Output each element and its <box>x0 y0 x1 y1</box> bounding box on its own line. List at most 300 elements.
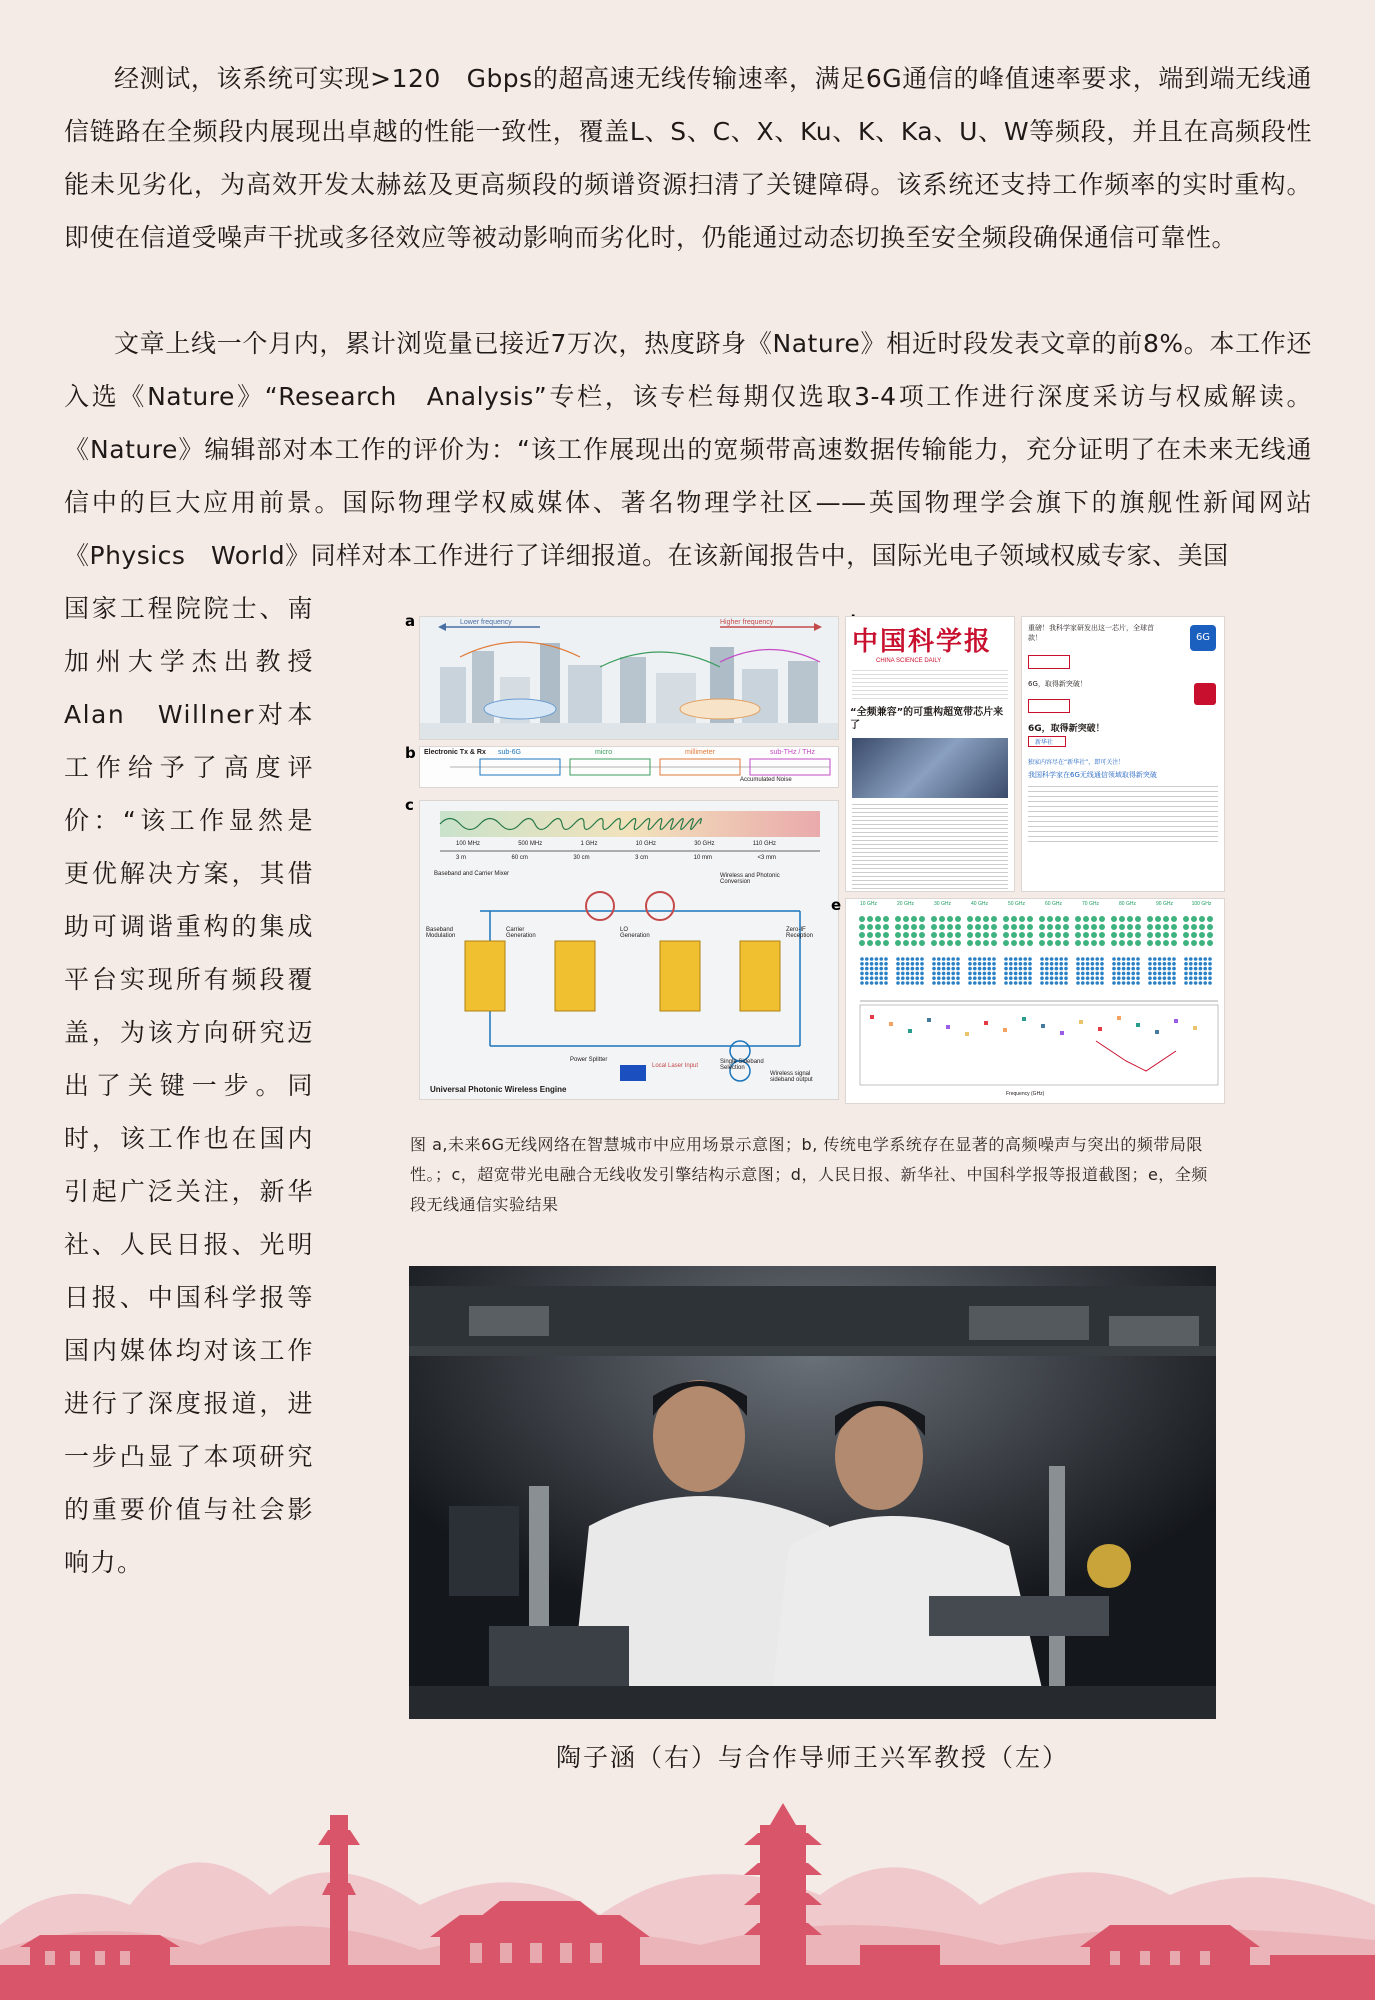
constellation-point <box>1155 940 1161 946</box>
label-wireless-conversion: Wireless and Photonic Conversion <box>720 873 780 885</box>
freq-label: 90 GHz <box>1156 901 1173 907</box>
constellation-point <box>1153 967 1157 971</box>
constellation-point <box>1194 976 1198 980</box>
photo-caption: 陶子涵（右）与合作导师王兴军教授（左） <box>555 1743 1069 1772</box>
constellation-point <box>1027 916 1033 922</box>
constellation-point <box>1023 962 1027 966</box>
constellation-point <box>983 940 989 946</box>
constellation-point <box>865 972 869 976</box>
panel-e-experiment-results <box>845 898 1225 1104</box>
constellation-point <box>1194 957 1198 961</box>
constellation-point <box>1189 981 1193 985</box>
constellation-point <box>884 981 888 985</box>
constellation-point <box>860 962 864 966</box>
constellation-point <box>875 972 879 976</box>
constellation-point <box>987 957 991 961</box>
constellation-point <box>1207 932 1213 938</box>
constellation-point <box>1147 940 1153 946</box>
constellation-point <box>1194 981 1198 985</box>
constellation-point <box>1004 957 1008 961</box>
constellation-point <box>860 967 864 971</box>
constellation-point <box>1040 976 1044 980</box>
constellation-point <box>865 957 869 961</box>
result-marker <box>1022 1017 1026 1021</box>
constellation-point <box>983 916 989 922</box>
constellation-point <box>883 932 889 938</box>
constellation-point <box>1167 972 1171 976</box>
result-marker <box>870 1015 874 1019</box>
constellation-point <box>1155 932 1161 938</box>
constellation-point <box>901 972 905 976</box>
constellation-point <box>1009 981 1013 985</box>
constellation-point <box>1028 967 1032 971</box>
constellation-point <box>906 962 910 966</box>
constellation-point <box>1086 962 1090 966</box>
constellation-point <box>879 972 883 976</box>
freq-tick: 100 MHz <box>456 841 481 847</box>
constellation-point <box>903 932 909 938</box>
constellation-point <box>1112 957 1116 961</box>
6g-icon: 6G <box>1190 625 1216 651</box>
newspaper-headline: “全频兼容”的可重构超宽带芯片来了 <box>850 707 1004 731</box>
constellation-point <box>1028 957 1032 961</box>
result-marker <box>1098 1027 1102 1031</box>
constellation-point <box>947 940 953 946</box>
constellation-point <box>1184 967 1188 971</box>
constellation-point <box>932 981 936 985</box>
freq-label: 10 GHz <box>860 901 877 907</box>
smart-city-illustration <box>420 617 839 740</box>
constellation-point <box>870 962 874 966</box>
constellation-point <box>895 940 901 946</box>
constellation-point <box>919 916 925 922</box>
constellation-point <box>911 932 917 938</box>
constellation-point <box>1199 924 1205 930</box>
constellation-point <box>951 967 955 971</box>
constellation-point <box>978 967 982 971</box>
constellation-point <box>983 981 987 985</box>
constellation-point <box>1117 976 1121 980</box>
constellation-point <box>915 967 919 971</box>
constellation-point <box>937 962 941 966</box>
constellation-point <box>1081 962 1085 966</box>
source-name: 新华社 <box>1028 736 1066 747</box>
constellation-point <box>867 940 873 946</box>
constellation-point <box>1184 972 1188 976</box>
constellation-point <box>875 962 879 966</box>
constellation-point <box>1208 976 1212 980</box>
constellation-point <box>1019 940 1025 946</box>
constellation-point <box>1045 976 1049 980</box>
constellation-point <box>1014 957 1018 961</box>
constellation-point <box>939 916 945 922</box>
constellation-point <box>978 957 982 961</box>
constellation-point <box>1199 957 1203 961</box>
constellation-point <box>1076 967 1080 971</box>
result-marker <box>1060 1031 1064 1035</box>
constellation-point <box>1099 932 1105 938</box>
constellation-point <box>991 916 997 922</box>
constellation-point <box>865 981 869 985</box>
constellation-point <box>1045 972 1049 976</box>
constellation-point <box>939 924 945 930</box>
constellation-point <box>992 962 996 966</box>
constellation-point <box>973 962 977 966</box>
constellation-point <box>931 916 937 922</box>
constellation-point <box>1155 924 1161 930</box>
constellation-point <box>865 967 869 971</box>
constellation-point <box>983 972 987 976</box>
constellation-point <box>939 940 945 946</box>
constellation-point <box>975 940 981 946</box>
constellation-point <box>991 940 997 946</box>
constellation-point <box>1127 967 1131 971</box>
constellation-point <box>1147 916 1153 922</box>
constellation-point <box>1131 967 1135 971</box>
constellation-point <box>875 967 879 971</box>
result-curve <box>1096 1041 1176 1071</box>
panel-d-newspaper <box>845 616 1015 892</box>
constellation-point <box>1081 972 1085 976</box>
constellation-point <box>1167 967 1171 971</box>
constellation-point <box>1171 924 1177 930</box>
constellation-point <box>1199 981 1203 985</box>
constellation-point <box>879 957 883 961</box>
constellation-point <box>1023 976 1027 980</box>
constellation-point <box>1076 981 1080 985</box>
freq-label: 80 GHz <box>1119 901 1136 907</box>
constellation-point <box>1039 916 1045 922</box>
constellation-point <box>1199 967 1203 971</box>
constellation-point <box>1171 916 1177 922</box>
constellation-point <box>911 924 917 930</box>
constellation-point <box>1047 940 1053 946</box>
constellation-point <box>1199 976 1203 980</box>
constellation-point <box>1189 976 1193 980</box>
constellation-point <box>870 981 874 985</box>
panel-c-photonic-engine <box>419 800 842 1100</box>
constellation-point <box>968 957 972 961</box>
constellation-point <box>875 981 879 985</box>
constellation-point <box>1148 972 1152 976</box>
constellation-point <box>968 962 972 966</box>
constellation-point <box>1028 962 1032 966</box>
constellation-point <box>884 957 888 961</box>
constellation-point <box>1009 976 1013 980</box>
social-post-3: 6G，取得新突破！ <box>1028 724 1105 734</box>
paragraph-evaluation: 国家工程院院士、南加州大学杰出教授Alan Willner对本工作给予了高度评价：“该工作显然是更优解决方案，其借助可调谐重构的集成平台实现所有频段覆盖，为该方向研究迈出了关键一步。同时，该工作也在国内引起广泛关注，新华社、人民日报、光明日报、中国科学报等国内媒体均对该工作进行了深度报道，进一步凸显了本项研究的重要价值与社会影响力。 <box>64 594 314 1577</box>
constellation-point <box>1004 967 1008 971</box>
constellation-point <box>947 962 951 966</box>
constellation-point <box>1155 916 1161 922</box>
constellation-point <box>1203 976 1207 980</box>
constellation-point <box>860 981 864 985</box>
constellation-point <box>911 972 915 976</box>
constellation-point <box>1009 972 1013 976</box>
constellation-point <box>860 972 864 976</box>
constellation-point <box>911 916 917 922</box>
constellation-point <box>942 962 946 966</box>
constellation-point <box>1091 962 1095 966</box>
result-marker <box>1136 1023 1140 1027</box>
constellation-point <box>973 967 977 971</box>
constellation-point <box>1004 981 1008 985</box>
constellation-point <box>1117 962 1121 966</box>
constellation-point <box>1014 976 1018 980</box>
constellation-point <box>1167 957 1171 961</box>
constellation-point <box>1091 976 1095 980</box>
freq-label: 100 GHz <box>1191 901 1212 907</box>
constellation-point <box>1040 962 1044 966</box>
constellation-point <box>1167 981 1171 985</box>
wave-tick: 10 mm <box>693 855 712 861</box>
result-marker <box>1155 1030 1159 1034</box>
wave-tick: 3 cm <box>635 855 649 861</box>
constellation-point <box>1050 967 1054 971</box>
constellation-point <box>1100 972 1104 976</box>
constellation-point <box>865 962 869 966</box>
constellation-point <box>937 976 941 980</box>
constellation-point <box>1117 981 1121 985</box>
constellation-point <box>901 976 905 980</box>
constellation-point <box>1127 957 1131 961</box>
constellation-point <box>1112 972 1116 976</box>
constellation-point <box>951 976 955 980</box>
constellation-point <box>1009 962 1013 966</box>
constellation-point <box>915 976 919 980</box>
constellation-point <box>1183 940 1189 946</box>
constellation-point <box>1040 972 1044 976</box>
constellation-point <box>1100 976 1104 980</box>
constellation-point <box>1119 924 1125 930</box>
constellation-point <box>1111 916 1117 922</box>
constellation-point <box>968 967 972 971</box>
constellation-point <box>1147 924 1153 930</box>
constellation-point <box>1050 972 1054 976</box>
constellation-point <box>1163 976 1167 980</box>
accumulated-noise-label: Accumulated Noise <box>740 777 792 783</box>
constellation-point <box>1055 957 1059 961</box>
constellation-point <box>1023 981 1027 985</box>
constellation-point <box>1203 972 1207 976</box>
constellation-point <box>1059 957 1063 961</box>
constellation-point <box>951 981 955 985</box>
label-zero-if: Zero-IF Reception <box>786 927 814 939</box>
constellation-point <box>1135 940 1141 946</box>
wave-tick: 3 m <box>456 855 467 861</box>
constellation-point <box>1191 932 1197 938</box>
constellation-point <box>932 957 936 961</box>
constellation-point <box>906 972 910 976</box>
constellation-point <box>1148 976 1152 980</box>
constellation-point <box>919 924 925 930</box>
constellation-point <box>1064 957 1068 961</box>
constellation-point <box>867 916 873 922</box>
constellation-point <box>937 972 941 976</box>
constellation-point <box>956 957 960 961</box>
constellation-point <box>947 981 951 985</box>
constellation-point <box>1086 981 1090 985</box>
constellation-point <box>1011 940 1017 946</box>
label-power-splitter: Power Splitter <box>570 1057 608 1063</box>
constellation-point <box>901 967 905 971</box>
constellation-point <box>915 972 919 976</box>
freq-label: 60 GHz <box>1045 901 1062 907</box>
label-local-laser: Local Laser Input <box>652 1063 699 1069</box>
constellation-point <box>1194 962 1198 966</box>
constellation-point <box>931 924 937 930</box>
constellation-point <box>1122 976 1126 980</box>
panel-b-electronic <box>419 746 839 788</box>
constellation-point <box>1039 924 1045 930</box>
constellation-point <box>992 976 996 980</box>
constellation-point <box>1059 967 1063 971</box>
constellation-point <box>1163 932 1169 938</box>
constellation-point <box>1095 972 1099 976</box>
constellation-point <box>1028 972 1032 976</box>
constellation-point <box>901 957 905 961</box>
constellation-point <box>1003 924 1009 930</box>
constellation-point <box>1091 940 1097 946</box>
constellation-point <box>1153 976 1157 980</box>
constellation-point <box>1189 962 1193 966</box>
constellation-point <box>956 976 960 980</box>
constellation-point <box>1112 976 1116 980</box>
constellation-point <box>955 940 961 946</box>
constellation-point <box>1148 962 1152 966</box>
constellation-point <box>1136 967 1140 971</box>
constellation-point <box>896 976 900 980</box>
constellation-point <box>975 932 981 938</box>
constellation-point <box>1112 967 1116 971</box>
constellation-point <box>1019 932 1025 938</box>
constellation-point <box>1163 916 1169 922</box>
constellation-point <box>911 976 915 980</box>
constellation-point <box>992 981 996 985</box>
constellation-point <box>1083 940 1089 946</box>
source-badge <box>1028 699 1070 713</box>
social-post-2: 6G，取得新突破！ <box>1028 680 1087 688</box>
constellation-point <box>1127 932 1133 938</box>
higher-frequency-label: Higher frequency <box>720 619 774 626</box>
result-marker <box>889 1022 893 1026</box>
constellation-point <box>978 962 982 966</box>
constellation-point <box>1028 976 1032 980</box>
constellation-point <box>968 976 972 980</box>
constellation-point <box>1172 957 1176 961</box>
constellation-point <box>1100 962 1104 966</box>
constellation-point <box>1095 957 1099 961</box>
constellation-point <box>1081 981 1085 985</box>
constellation-point <box>919 932 925 938</box>
constellation-point <box>1117 957 1121 961</box>
constellation-point <box>983 962 987 966</box>
constellation-point <box>911 962 915 966</box>
constellation-point <box>932 967 936 971</box>
constellation-point <box>1135 924 1141 930</box>
constellation-point <box>1184 981 1188 985</box>
constellation-point <box>1131 972 1135 976</box>
constellation-point <box>1064 962 1068 966</box>
constellation-point <box>883 924 889 930</box>
constellation-point <box>987 967 991 971</box>
research-figure <box>405 612 1225 1104</box>
constellation-point <box>875 932 881 938</box>
constellation-point <box>1207 940 1213 946</box>
constellation-point <box>1045 962 1049 966</box>
constellation-point <box>987 962 991 966</box>
constellation-point <box>896 981 900 985</box>
constellation-grid <box>846 911 1225 1101</box>
constellation-point <box>1148 967 1152 971</box>
constellation-point <box>1111 924 1117 930</box>
constellation-point <box>903 916 909 922</box>
constellation-point <box>1004 962 1008 966</box>
constellation-point <box>1119 916 1125 922</box>
constellation-point <box>1203 981 1207 985</box>
constellation-point <box>1117 972 1121 976</box>
constellation-point <box>1019 962 1023 966</box>
constellation-point <box>968 981 972 985</box>
lower-frequency-label: Lower frequency <box>460 619 512 626</box>
constellation-point <box>896 967 900 971</box>
constellation-point <box>1127 940 1133 946</box>
constellation-point <box>1064 981 1068 985</box>
constellation-point <box>1004 972 1008 976</box>
constellation-point <box>883 916 889 922</box>
constellation-point <box>947 916 953 922</box>
constellation-point <box>942 981 946 985</box>
constellation-point <box>875 916 881 922</box>
constellation-point <box>1028 981 1032 985</box>
band-thz: sub-THz / THz <box>770 749 815 756</box>
constellation-point <box>955 916 961 922</box>
result-marker <box>965 1032 969 1036</box>
constellation-point <box>1122 957 1126 961</box>
constellation-point <box>942 972 946 976</box>
constellation-point <box>992 972 996 976</box>
social-post-1: 重磅！我科学家研发出这一芯片，全球首款！ <box>1028 624 1154 642</box>
social-subhead: 我国科学家在6G无线通信领域取得新突破 <box>1028 771 1157 779</box>
constellation-point <box>1091 957 1095 961</box>
constellation-point <box>895 932 901 938</box>
newspaper-text-block <box>852 670 1008 700</box>
constellation-point <box>911 957 915 961</box>
constellation-point <box>1172 962 1176 966</box>
constellation-point <box>1100 967 1104 971</box>
result-marker <box>1193 1026 1197 1030</box>
freq-label: 70 GHz <box>1082 901 1099 907</box>
constellation-point <box>1135 932 1141 938</box>
constellation-point <box>1004 976 1008 980</box>
constellation-point <box>1014 972 1018 976</box>
constellation-point <box>956 981 960 985</box>
constellation-point <box>859 924 865 930</box>
constellation-point <box>1055 962 1059 966</box>
constellation-point <box>1167 976 1171 980</box>
freq-tick: 30 GHz <box>694 841 715 847</box>
result-marker <box>1079 1020 1083 1024</box>
constellation-point <box>1040 981 1044 985</box>
constellation-point <box>1099 940 1105 946</box>
social-article-text <box>1028 786 1218 842</box>
constellation-point <box>1127 981 1131 985</box>
constellation-point <box>920 957 924 961</box>
constellation-point <box>884 972 888 976</box>
constellation-point <box>1194 967 1198 971</box>
constellation-point <box>1189 957 1193 961</box>
constellation-point <box>920 976 924 980</box>
